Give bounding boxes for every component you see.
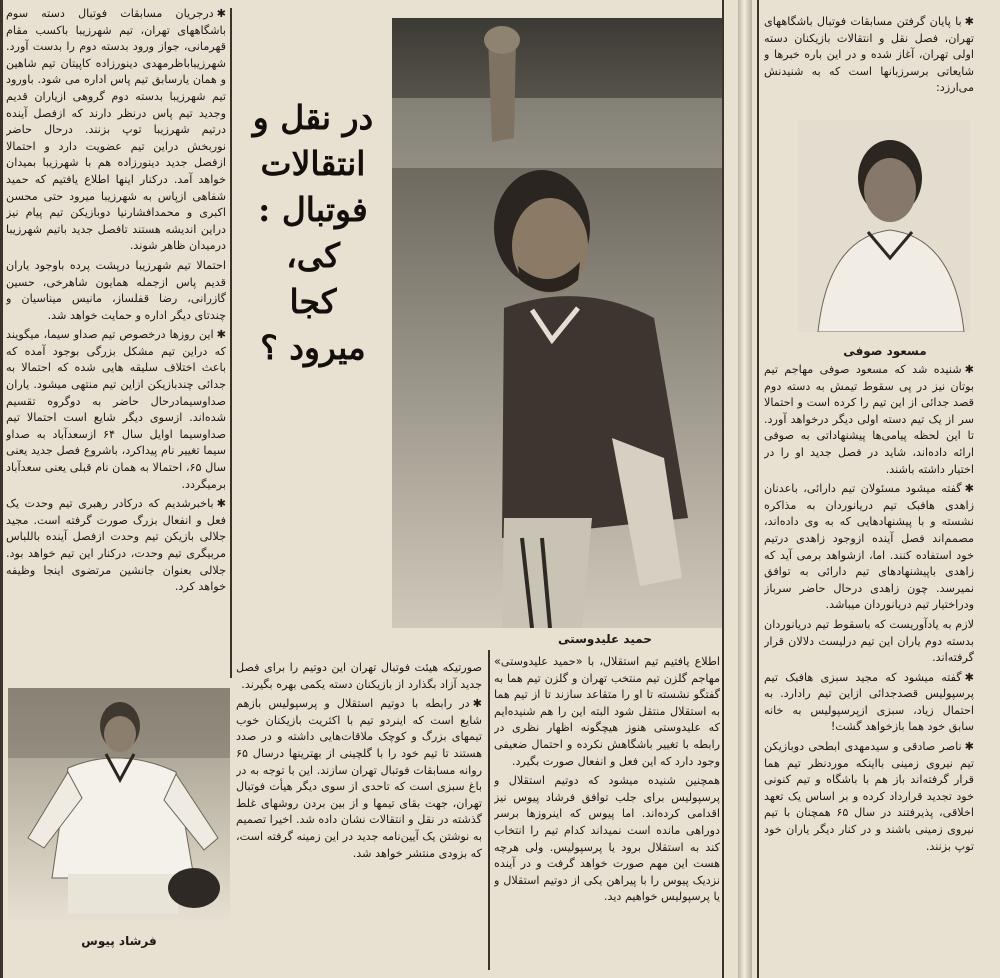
photo-farshad-payvas bbox=[8, 688, 230, 922]
asterisk-icon: ✱ bbox=[472, 697, 482, 711]
left-border bbox=[0, 0, 3, 978]
headline-line: فوتبال : bbox=[258, 190, 368, 229]
headline-line: میرود ؟ bbox=[260, 328, 366, 367]
asterisk-icon: ✱ bbox=[964, 363, 974, 376]
left-paragraph: ✱این روزها درخصوص تیم صداو سیما، میگویند که دراین تیم مشکل بزرگی بوجود آمده که باعث اختلاف سلیقه هایی شده که احتمالا به جدائی چندبازیکن ازاین تیم منتهی میشود. یاران صداوسیمادرحال حاضر به دوگروه تقسیم شده‌اند. ازسوی دیگر شایع است احتمالا تیم صداوسیما اوایل سال ۶۴ ازسعدآباد به صداو سیما تغییر نام پیداکرد، باشروع فصل جدید یعنی سال ۶۵، احتمالا به همان نام قبلی یعنی سعدآباد برمیگردد. bbox=[6, 328, 226, 491]
asterisk-icon: ✱ bbox=[964, 740, 974, 754]
photo-masoud-soufi bbox=[798, 120, 970, 332]
right-paragraph: ✱گفته میشود که مجید سبزی هافبک تیم پرسپولیس قصدجدائی ازاین تیم رادارد. به احتمال زیاد، سبزی ازپرسپولیس به خانه سابق خود هما بازخواهد گشت! bbox=[764, 670, 974, 734]
headline bbox=[238, 95, 388, 371]
page-spine bbox=[738, 0, 752, 978]
right-paragraph: ✱شنیده شد که مسعود صوفی مهاجم تیم بوتان نیز در پی سقوط تیمش به دسته دوم قصد جدائی از این تیم را کرده است و احتمالا سر از یک تیم دسته اولی دیگر درخواهد آورد. تا این لحظه پیامی‌ها پیشنهاداتی به صوفی ارائه داده‌اند، شاید در فصل جدید او را در اختیار داشته باشند. bbox=[764, 363, 974, 476]
player-photo-illustration bbox=[8, 688, 230, 922]
caption-farshad-payvas: فرشاد پیوس bbox=[81, 934, 157, 948]
asterisk-icon: ✱ bbox=[964, 15, 974, 28]
headline-line: کی، bbox=[286, 236, 340, 275]
right-intro: ✱با پایان گرفتن مسابقات فوتبال باشگاههای تهران، فصل نقل و انتقالات بازیکنان دسته اولی تهران، آغاز شده و در این باره خبرها و شایعاتی برسرزبانها است که به شنیدنش می‌ارزد: bbox=[764, 15, 974, 95]
right-paragraph: ✱ناصر صادقی و سیدمهدی ابطحی دوبازیکن تیم نیروی زمینی بااینکه موردنظر تیم هما قرار گرفته‌اند باز هم با باشگاه و تیم کنونی خود تجدید قرارداد کرده و بر اساس یک تعهد اخلاقی، پذیرفتند در سال ۶۵ همچنان با تیم نیروی زمینی باشند و در کنار دیگر یاران خود توپ بزنند. bbox=[764, 740, 974, 853]
left-paragraph: ✱درجریان مسابقات فوتبال دسته سوم باشگاههای تهران، تیم شهرزیبا باکسب مقام قهرمانی، جواز ورود بدسته دوم را بدست آورد. شهرزیباباظرمهدی دینورزاده کاپیتان تیم شاهین و همان یارسابق تیم پاس اداره می شود. باورود تیم شهرزیبا بدسته دوم گروهی ازیاران قدیم وجدید تیم پاس درنظر دارند که ازفصل آینده درتیم شهرزیبا توپ بزنند. درحال حاضر نوربخش دراین تیم عضویت دارد و احتمالا ازفصل جدید دینورزاده هم با شهرزیبا بمیدان خواهد آمد. درکنار اینها اطلاع یافتیم که حمید شفاهی ازپاس به شهرزیبا میرود حتی محسن اکبری و محمدافشارنیا دوبازیکن تیم پیام نیز دراین اندیشه هستند تافصل جدید باتیم شهرزیبا درمیدان ظاهر شوند. bbox=[6, 7, 226, 253]
right-column bbox=[764, 362, 974, 972]
center-paragraph: صورتیکه هیئت فوتبال تهران این دوتیم را برای فصل جدید آزاد بگذارد از بازیکنان دسته یکمی بهره بگیرند. bbox=[236, 661, 482, 691]
center-lower-column bbox=[236, 660, 482, 960]
headline-line: کجا bbox=[289, 282, 337, 321]
right-paragraph: لازم به یادآوریست که باسقوط تیم دریانوردان بدسته دوم یاران این تیم درلیست دلالان قرار گرفته‌اند. bbox=[764, 617, 974, 665]
player-photo-illustration bbox=[392, 18, 722, 628]
column-rule-left bbox=[230, 8, 232, 678]
left-paragraph: احتمالا تیم شهرزیبا درپشت پرده باوجود یاران قدیم پاس ازجمله همایون شاهرخی، حسین گازرانی، رضا قفلساز، مانیس میناسیان و چندتای دیگر اداره و حمایت خواهد شد. bbox=[6, 258, 226, 322]
photo-hamid-alidousti bbox=[392, 18, 722, 628]
asterisk-icon: ✱ bbox=[216, 497, 226, 511]
asterisk-icon: ✱ bbox=[964, 670, 974, 684]
headline-line: در نقل و bbox=[252, 98, 374, 137]
column-rule-right-edge bbox=[722, 0, 724, 978]
center-right-paragraph: اطلاع یافتیم تیم استقلال، با «حمید علیدوستی» مهاجم گلزن تیم منتخب تهران و گلزن تیم هما به گفتگو نشسته تا او را متقاعد سازند تا از تیم هما به استقلال منتقل شود البته این را هم شنیده‌ایم که علیدوستی هنوز هیچگونه اظهار نظری در رابطه با تغییر باشگاهش نکرده و احتمال ضعیفی وجود دارد که این فعل و انفعال صورت بگیرد. bbox=[494, 655, 720, 768]
asterisk-icon: ✱ bbox=[964, 482, 974, 496]
left-column bbox=[6, 6, 226, 686]
player-photo-illustration bbox=[798, 120, 970, 332]
caption-masoud-soufi: مسعود صوفی bbox=[843, 344, 927, 358]
column-rule-bottom bbox=[488, 650, 490, 970]
caption-hamid-alidousti: حمید علیدوستی bbox=[558, 632, 652, 646]
center-paragraph: ✱در رابطه با دوتیم استقلال و پرسپولیس بازهم شایع است که اینردو تیم با اکثریت بازیکنان خوب تیمهای بزرگ و کوچک ملاقات‌هایی داشته و در صدد هستند تا تیم خود را با گلچینی از بهترینها درسال ۶۵ روانه مسابقات فوتبال تهران سازند. این با توجه به در باغ سبزی است که تاحدی از سوی دیگر هیأت فوتبال تهران، جهت بقای تیمها و از بین بردن روشهای غلط گذشته در نقل و انتقالات نشان داده شد. اخیرا تصمیم به نوشتن یک آیین‌نامه جدید در این زمینه گرفته است، که بزودی منتشر خواهد شد. bbox=[236, 697, 482, 860]
right-column-intro bbox=[764, 14, 974, 126]
asterisk-icon: ✱ bbox=[216, 328, 226, 342]
right-page-edge bbox=[757, 0, 759, 978]
center-right-paragraph: همچنین شنیده میشود که دوتیم استقلال و پرسپولیس برای جلب توافق فرشاد پیوس نیز اقدامی کرده‌اند. اما پیوس که اینروزها برسر دوراهی مانده است نمیداند کدام تیم را انتخاب کند به استقلال برود یا پرسپولیس. ولی هرچه هست این مهم صورت خواهد گرفت و در آینده نزدیک پیوس را با پیراهن یکی از دوتیم استقلال و یا پرسپولیس خواهیم دید. bbox=[494, 774, 720, 904]
asterisk-icon: ✱ bbox=[216, 7, 226, 20]
headline-line: انتقالات bbox=[260, 144, 366, 183]
left-paragraph: ✱باخبرشدیم که درکادر رهبری تیم وحدت یک فعل و انفعال بزرگ صورت گرفته است. مجید جلالی بازیکن تیم وحدت ازفصل آینده باللباس مربیگری تیم وحدت، درکنار این تیم خواهد بود. جلالی بعنوان جانشین مرتضوی اینجا وظیفه خواهد کرد. bbox=[6, 497, 226, 594]
right-paragraph: ✱گفته میشود مسئولان تیم دارائی، باعدنان زاهدی هافبک تیم دریانوردان به مذاکره نشسته و با پیشنهادهایی که به وی داده‌اند، مصمم‌اند فصل آینده ازوجود زاهدی درتیم خود استفاده کنند. اما، ازشواهد برمی آید که زاهدی باپیشنهادهای تیم دارائی به توافق نمیرسد. چون زاهدی درحال حاضر سرباز ودراختیار تیم دریانوردان میباشد. bbox=[764, 482, 974, 612]
center-right-lower-column bbox=[494, 654, 720, 968]
